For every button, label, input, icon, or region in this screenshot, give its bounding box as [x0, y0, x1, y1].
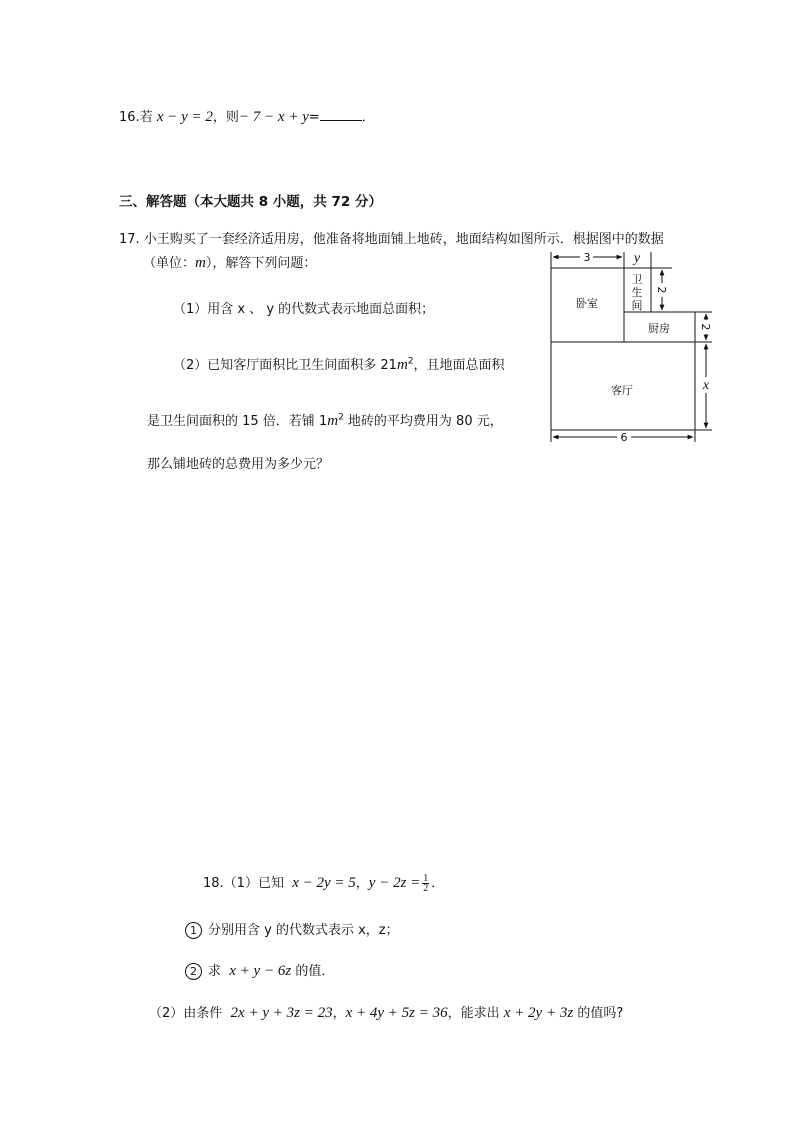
circled-two-marker: 2: [185, 963, 202, 980]
living-room-label: 客厅: [611, 384, 633, 397]
q18-fraction: [422, 874, 429, 893]
q17-line-1: 17. 小王购买了一套经济适用房，他准备将地面铺上地砖，地面结构如图所示．根据图中的数据: [119, 232, 664, 247]
q18-eq-2: y − 2z =: [368, 875, 421, 891]
q18-part-2: [149, 1002, 623, 1022]
question-16: [119, 106, 375, 126]
q18-sub2-expression: x + y − 6z: [229, 963, 292, 979]
q17-part2-sup: 2: [407, 356, 414, 367]
dim-bottom-label: 6: [620, 431, 628, 444]
section-3-title: 三、解答题（本大题共 8 小题，共 72 分）: [119, 194, 382, 210]
q18-part-1: [203, 872, 444, 893]
q18-part2-comma: ，: [332, 1006, 346, 1021]
q18-part2-eq-2: x + 4y + 5z = 36: [345, 1005, 448, 1021]
q17-line-2: [143, 252, 316, 272]
q16-condition: x − y = 2: [156, 109, 213, 125]
q18-end: ．: [431, 876, 445, 891]
q18-sub-2: [185, 960, 334, 980]
q17-unit-m: m: [195, 255, 206, 271]
bathroom-label-2: 生: [631, 286, 643, 299]
q17-line-5: 那么铺地砖的总费用为多少元？: [147, 457, 330, 472]
q16-number: 16.: [119, 110, 140, 125]
bathroom-label-3: 间: [631, 299, 643, 312]
q16-answer-blank: [320, 108, 362, 121]
q17-line4-sup: 2: [338, 412, 344, 423]
q17-line-4: [147, 410, 503, 430]
q17-line4-m: m: [327, 413, 339, 429]
q17-part-2: [173, 354, 505, 374]
q18-part1-label: 18.（1）已知: [203, 876, 284, 891]
kitchen-label: 厨房: [648, 322, 670, 335]
q17-line4-text-a: 是卫生间面积的 15 倍．若铺 1: [147, 414, 328, 429]
q16-end: ．: [361, 110, 375, 125]
q18-part2-text-c: 的值吗?: [577, 1006, 624, 1021]
q17-part-1: （1）用含 x 、 y 的代数式表示地面总面积；: [173, 302, 435, 317]
q17-line4-text-b: 地砖的平均费用为 80 元，: [343, 414, 503, 429]
q18-fraction-denominator: 2: [423, 883, 429, 894]
q18-part2-label: （2）由条件: [149, 1006, 223, 1021]
q16-prefix: 若: [139, 110, 153, 125]
q17-unit-close: ），解答下列问题：: [205, 256, 317, 271]
q16-expression: − 7 − x + y: [238, 109, 309, 125]
q17-part2-text-a: （2）已知客厅面积比卫生间面积多 21: [173, 358, 397, 373]
q18-part2-text-b: ，能求出: [447, 1006, 500, 1021]
q17-part2-text-b: ，且地面总面积: [413, 358, 505, 373]
circled-one-marker: 1: [185, 922, 202, 939]
dim-y-label: y: [633, 251, 641, 266]
q18-sub1-text: 分别用含 y 的代数式表示 x，z；: [208, 923, 399, 938]
bedroom-label: 卧室: [576, 297, 598, 310]
q18-part2-expression: x + 2y + 3z: [503, 1005, 574, 1021]
bathroom-label-1: 卫: [631, 273, 643, 286]
q18-eq-1: x − 2y = 5: [292, 875, 356, 891]
q18-sub-1: [185, 919, 399, 939]
q18-sub2-text-b: 的值．: [295, 964, 335, 979]
q18-comma-1: ，: [355, 876, 369, 891]
q17-unit-open: （单位：: [143, 256, 196, 271]
dim-bath-label: 2: [655, 286, 668, 294]
dim-x-label: x: [702, 378, 710, 393]
q18-part2-eq-1: 2x + y + 3z = 23: [230, 1005, 333, 1021]
floor-plan-diagram: [540, 246, 720, 446]
dim-top-label: 3: [583, 251, 591, 264]
q18-sub2-text-a: 求: [208, 964, 222, 979]
dim-kitchen-label: 2: [699, 323, 712, 331]
q18-fraction-numerator: 1: [423, 873, 429, 884]
q16-equals: =: [308, 110, 320, 125]
q17-part2-m: m: [396, 357, 408, 373]
q16-comma: ，则: [212, 110, 239, 125]
